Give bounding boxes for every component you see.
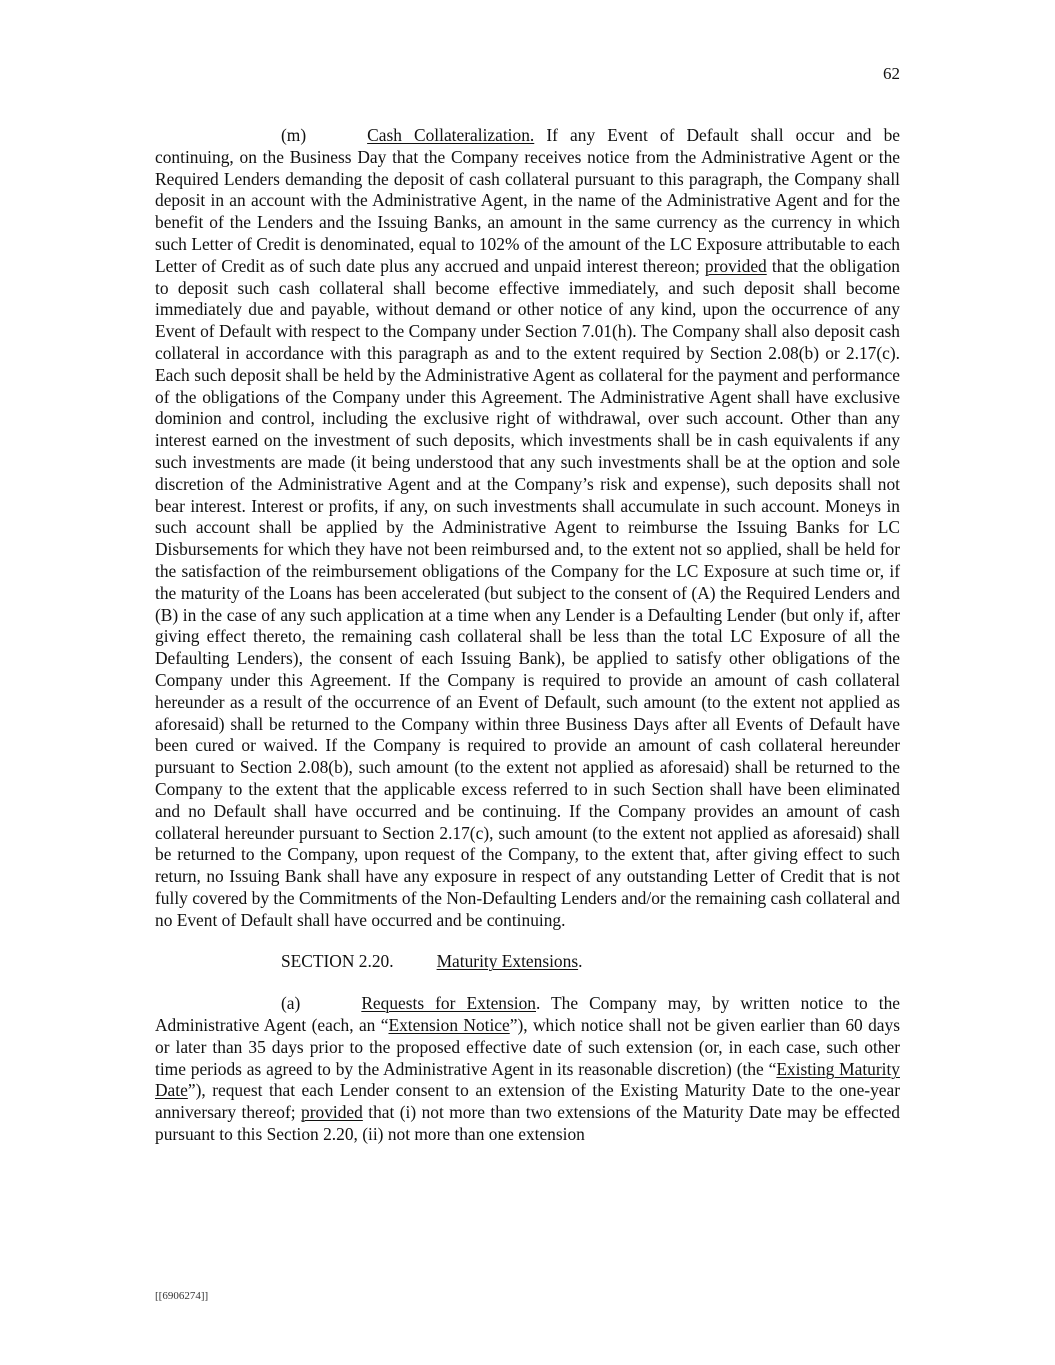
paragraph-text: ”), request that each Lender consent to an extension of the Existing Maturity Date to the one-year anniversary thereof;	[155, 1080, 900, 1123]
page-number: 62	[883, 64, 900, 83]
section-title-period: .	[578, 951, 583, 972]
document-reference-footer: [[6906274]]	[155, 1290, 209, 1302]
paragraph-label: (m)	[281, 125, 307, 145]
paragraph-heading: Requests for Extension	[361, 993, 536, 1014]
defined-term-extension-notice: Extension Notice	[388, 1015, 510, 1036]
provided-term: provided	[704, 255, 767, 276]
paragraph-text: that the obligation to deposit such cash collateral shall become effective immediately, and such deposit shall become immediately due and payable, without demand or other notice of any kind, upon the occurrence of any Event of Default with respect to the Company under Section 7.01(h). The Company shall also deposit cash collateral in accordance with this paragraph as and to the extent required by Section 2.08(b) or 2.17(c). Each such deposit shall be held by the Administrative Agent as collateral for the payment and performance of the obligations of the Company under this Agreement. The Administrative Agent shall have exclusive dominion and control, including the exclusive right of withdrawal, over such account. Other than any interest earned on the investment of such deposits, which investments shall be in cash equivalents if any such investments are made (it being understood that any such investments shall be at the option and sole discretion of the Administrative Agent and at the Company’s risk and expense), such deposits shall not bear interest. Interest or profits, if any, on such investments shall accumulate in such account. Moneys in such account shall be applied by the Administrative Agent to reimburse the Issuing Banks for LC Disbursements for which they have not been reimbursed and, to the extent not so applied, shall be held for the satisfaction of the reimbursement obligations of the Company for the LC Exposure at such time or, if the maturity of the Loans has been accelerated (but subject to the consent of (A) the Required Lenders and (B) in the case of any such application at a time when any Lender is a Defaulting Lender (but only if, after giving effect thereto, the remaining cash collateral shall be less than the total LC Exposure of all the Defaulting Lenders), the consent of each Issuing Bank), be applied to satisfy other obligations of the Company under this Agreement. If the Company is required to provide an amount of cash collateral hereunder as a result of the occurrence of an Event of Default, such amount (to the extent not applied as aforesaid) shall be returned to the Company within three Business Days after all Events of Default have been cured or waived. If the Company is required to provide an amount of cash collateral hereunder pursuant to Section 2.08(b), such amount (to the extent not applied as aforesaid) shall be returned to the Company to the extent that the applicable excess referred to in such Section shall have been eliminated and no Default shall have occurred and be continuing. If the Company provides an amount of cash collateral hereunder pursuant to Section 2.17(c), such amount (to the extent not applied as aforesaid) shall be returned to the Company, upon request of the Company, to the extent that, after giving effect to such return, no Issuing Bank shall have any exposure in respect of any outstanding Letter of Credit that is not fully covered by the Commitments of the Non-Defaulting Lenders and/or the remaining cash collateral and no Event of Default shall have occurred and be continuing.	[155, 255, 900, 930]
document-body	[155, 125, 900, 1146]
paragraph-text: If any Event of Default shall occur and be continuing, on the Business Day that the Company receives notice from the Administrative Agent or the Required Lenders demanding the deposit of cash collateral pursuant to this paragraph, the Company shall deposit in an account with the Administrative Agent, in the name of the Administrative Agent and for the benefit of the Lenders and the Issuing Banks, an amount in the same currency as the currency in which such Letter of Credit is denominated, equal to 102% of the amount of the LC Exposure attributable to each Letter of Credit as of such date plus any accrued and unpaid interest thereon;	[155, 125, 900, 276]
paragraph-label: (a)	[281, 993, 301, 1014]
paragraph-text: ”), which notice shall not be given earlier than 60 days or later than 35 days prior to the proposed effective date of such extension (or, in each case, such other time periods as agreed to by the Administrative Agent in its reasonable discretion) (the “	[155, 1015, 900, 1079]
paragraph-a-requests-for-extension	[155, 993, 900, 1146]
paragraph-heading: Cash Collateralization.	[367, 125, 535, 145]
section-title: Maturity Extensions	[436, 951, 579, 972]
paragraph-m-cash-collateralization	[155, 125, 900, 931]
defined-term-existing-maturity-date: Existing Maturity Date	[155, 1058, 900, 1101]
section-number: SECTION 2.20.	[281, 951, 394, 972]
section-heading	[155, 951, 900, 973]
paragraph-text: that (i) not more than two extensions of the Maturity Date may be effected pursuant to this Section 2.20, (ii) not more than one extension	[155, 1102, 901, 1145]
paragraph-text: . The Company may, by written notice to the Administrative Agent (each, an “	[155, 993, 900, 1036]
provided-term: provided	[301, 1102, 363, 1123]
